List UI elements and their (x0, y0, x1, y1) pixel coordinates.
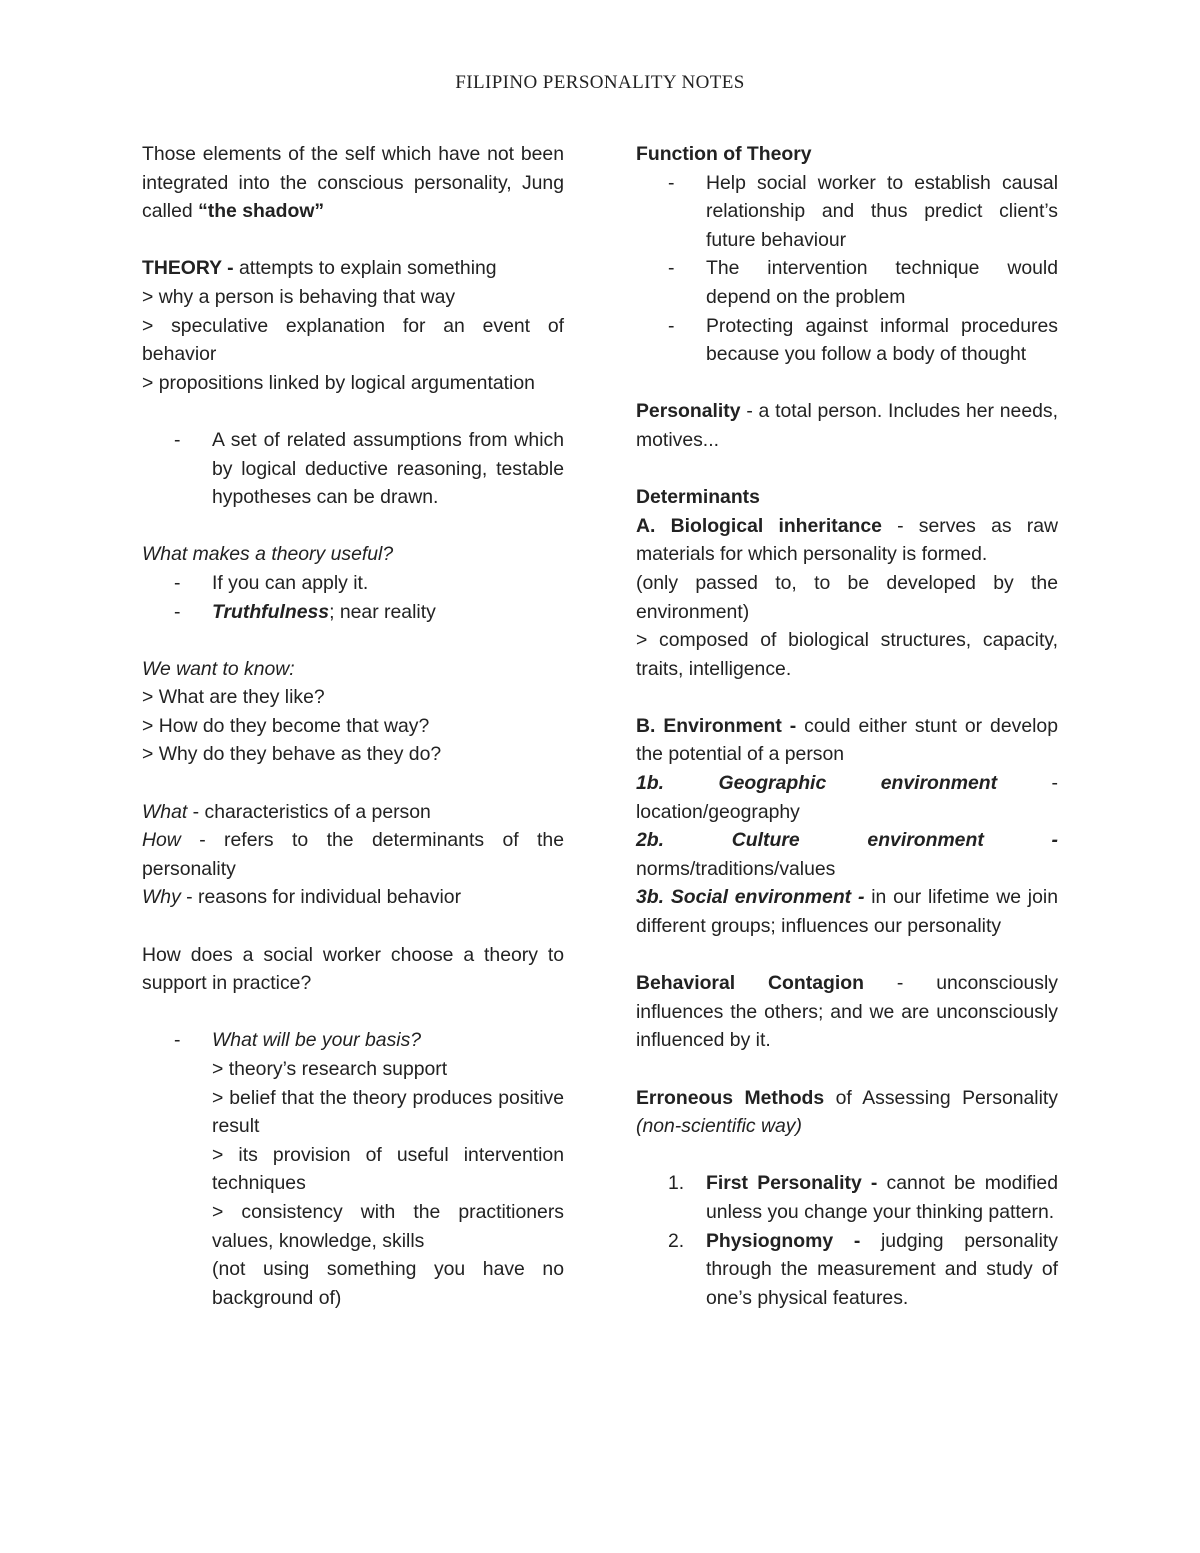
personality-definition: Personality - a total person. Includes her needs, motives... (636, 400, 1058, 451)
geographic-term: 1b. Geographic environment - (636, 772, 1058, 795)
erroneous-heading: Erroneous Methods of Assessing Personality (non-scientific way) (636, 1086, 1059, 1138)
list-number: 2. (668, 1229, 685, 1252)
culture-term: 2b. Culture environment - (636, 829, 1058, 852)
choose-question: How does a social worker choose a theory to support in practice? (142, 943, 564, 995)
biological-composition: > composed of biological structures, capacity, traits, intelligence. (636, 629, 1058, 680)
biological-note: (only passed to, to be developed by the environment) (636, 571, 1058, 623)
list-item: - If you can apply it. (142, 569, 564, 598)
theory-point: > propositions linked by logical argumentation (142, 371, 535, 394)
list-item: - Protecting against informal procedures because you follow a body of thought (636, 312, 1058, 369)
dash-bullet: - (174, 600, 181, 623)
left-column (142, 140, 564, 1312)
list-item: 1. First Personality - cannot be modified unless you change your thinking pattern. (636, 1169, 1058, 1226)
determinants-heading: Determinants (636, 486, 760, 509)
how-definition: How - refers to the determinants of the personality (142, 829, 564, 880)
basis-point: (not using something you have no background of) (212, 1258, 564, 1309)
right-column (636, 140, 1058, 1312)
know-question: We want to know: (142, 657, 295, 680)
contagion-definition: Behavioral Contagion - unconsciously influences the others; and we are unconsciously influenced by it. (636, 972, 1058, 1052)
list-item: - Help social worker to establish causal relationship and thus predict client’s future behaviour (636, 169, 1058, 255)
list-item: - The intervention technique would depend on the problem (636, 254, 1058, 311)
theory-term: THEORY - (142, 257, 234, 280)
list-item: - A set of related assumptions from which by logical deductive reasoning, testable hypotheses can be drawn. (142, 426, 564, 512)
useful-question: What makes a theory useful? (142, 543, 394, 566)
basis-point: > its provision of useful intervention techniques (212, 1143, 564, 1195)
basis-point: > consistency with the practitioners values, knowledge, skills (212, 1200, 564, 1252)
biological-definition: A. Biological inheritance - serves as raw materials for which personality is formed. (636, 514, 1058, 566)
dash-bullet: - (174, 428, 181, 451)
know-point: > How do they become that way? (142, 714, 430, 737)
list-item: - What will be your basis? (142, 1026, 564, 1055)
list-item: 2. Physiognomy - judging personality through the measurement and study of one’s physical features. (636, 1227, 1058, 1313)
list-item: - Truthfulness; near reality (142, 598, 564, 627)
theory-point: > speculative explanation for an event of behavior (142, 314, 564, 366)
dash-bullet: - (668, 314, 675, 337)
dash-bullet: - (174, 571, 181, 594)
dash-bullet: - (668, 257, 675, 280)
know-point: > What are they like? (142, 686, 325, 709)
basis-point: > belief that the theory produces positive result (212, 1086, 564, 1138)
dash-bullet: - (668, 171, 675, 194)
theory-point: > why a person is behaving that way (142, 285, 456, 308)
why-definition: Why - reasons for individual behavior (142, 886, 462, 909)
know-point: > Why do they behave as they do? (142, 743, 442, 766)
culture-definition: norms/traditions/values (636, 857, 836, 880)
basis-point: > theory’s research support (212, 1058, 448, 1080)
shadow-term: “the shadow” (198, 200, 325, 223)
list-number: 1. (668, 1172, 685, 1195)
social-definition: 3b. Social environment - in our lifetime we join different groups; influences our personality (636, 886, 1058, 938)
dash-bullet: - (174, 1029, 181, 1052)
what-definition: What - characteristics of a person (142, 800, 431, 823)
page-title: FILIPINO PERSONALITY NOTES (455, 72, 745, 93)
function-heading: Function of Theory (636, 143, 812, 165)
geographic-definition: location/geography (636, 800, 800, 823)
environment-definition: B. Environment - could either stunt or develop the potential of a person (636, 714, 1058, 766)
shadow-paragraph: Those elements of the self which have not been integrated into the conscious personality, Jung called “the shadow” (142, 143, 564, 223)
theory-definition: THEORY - attempts to explain something (142, 257, 497, 280)
